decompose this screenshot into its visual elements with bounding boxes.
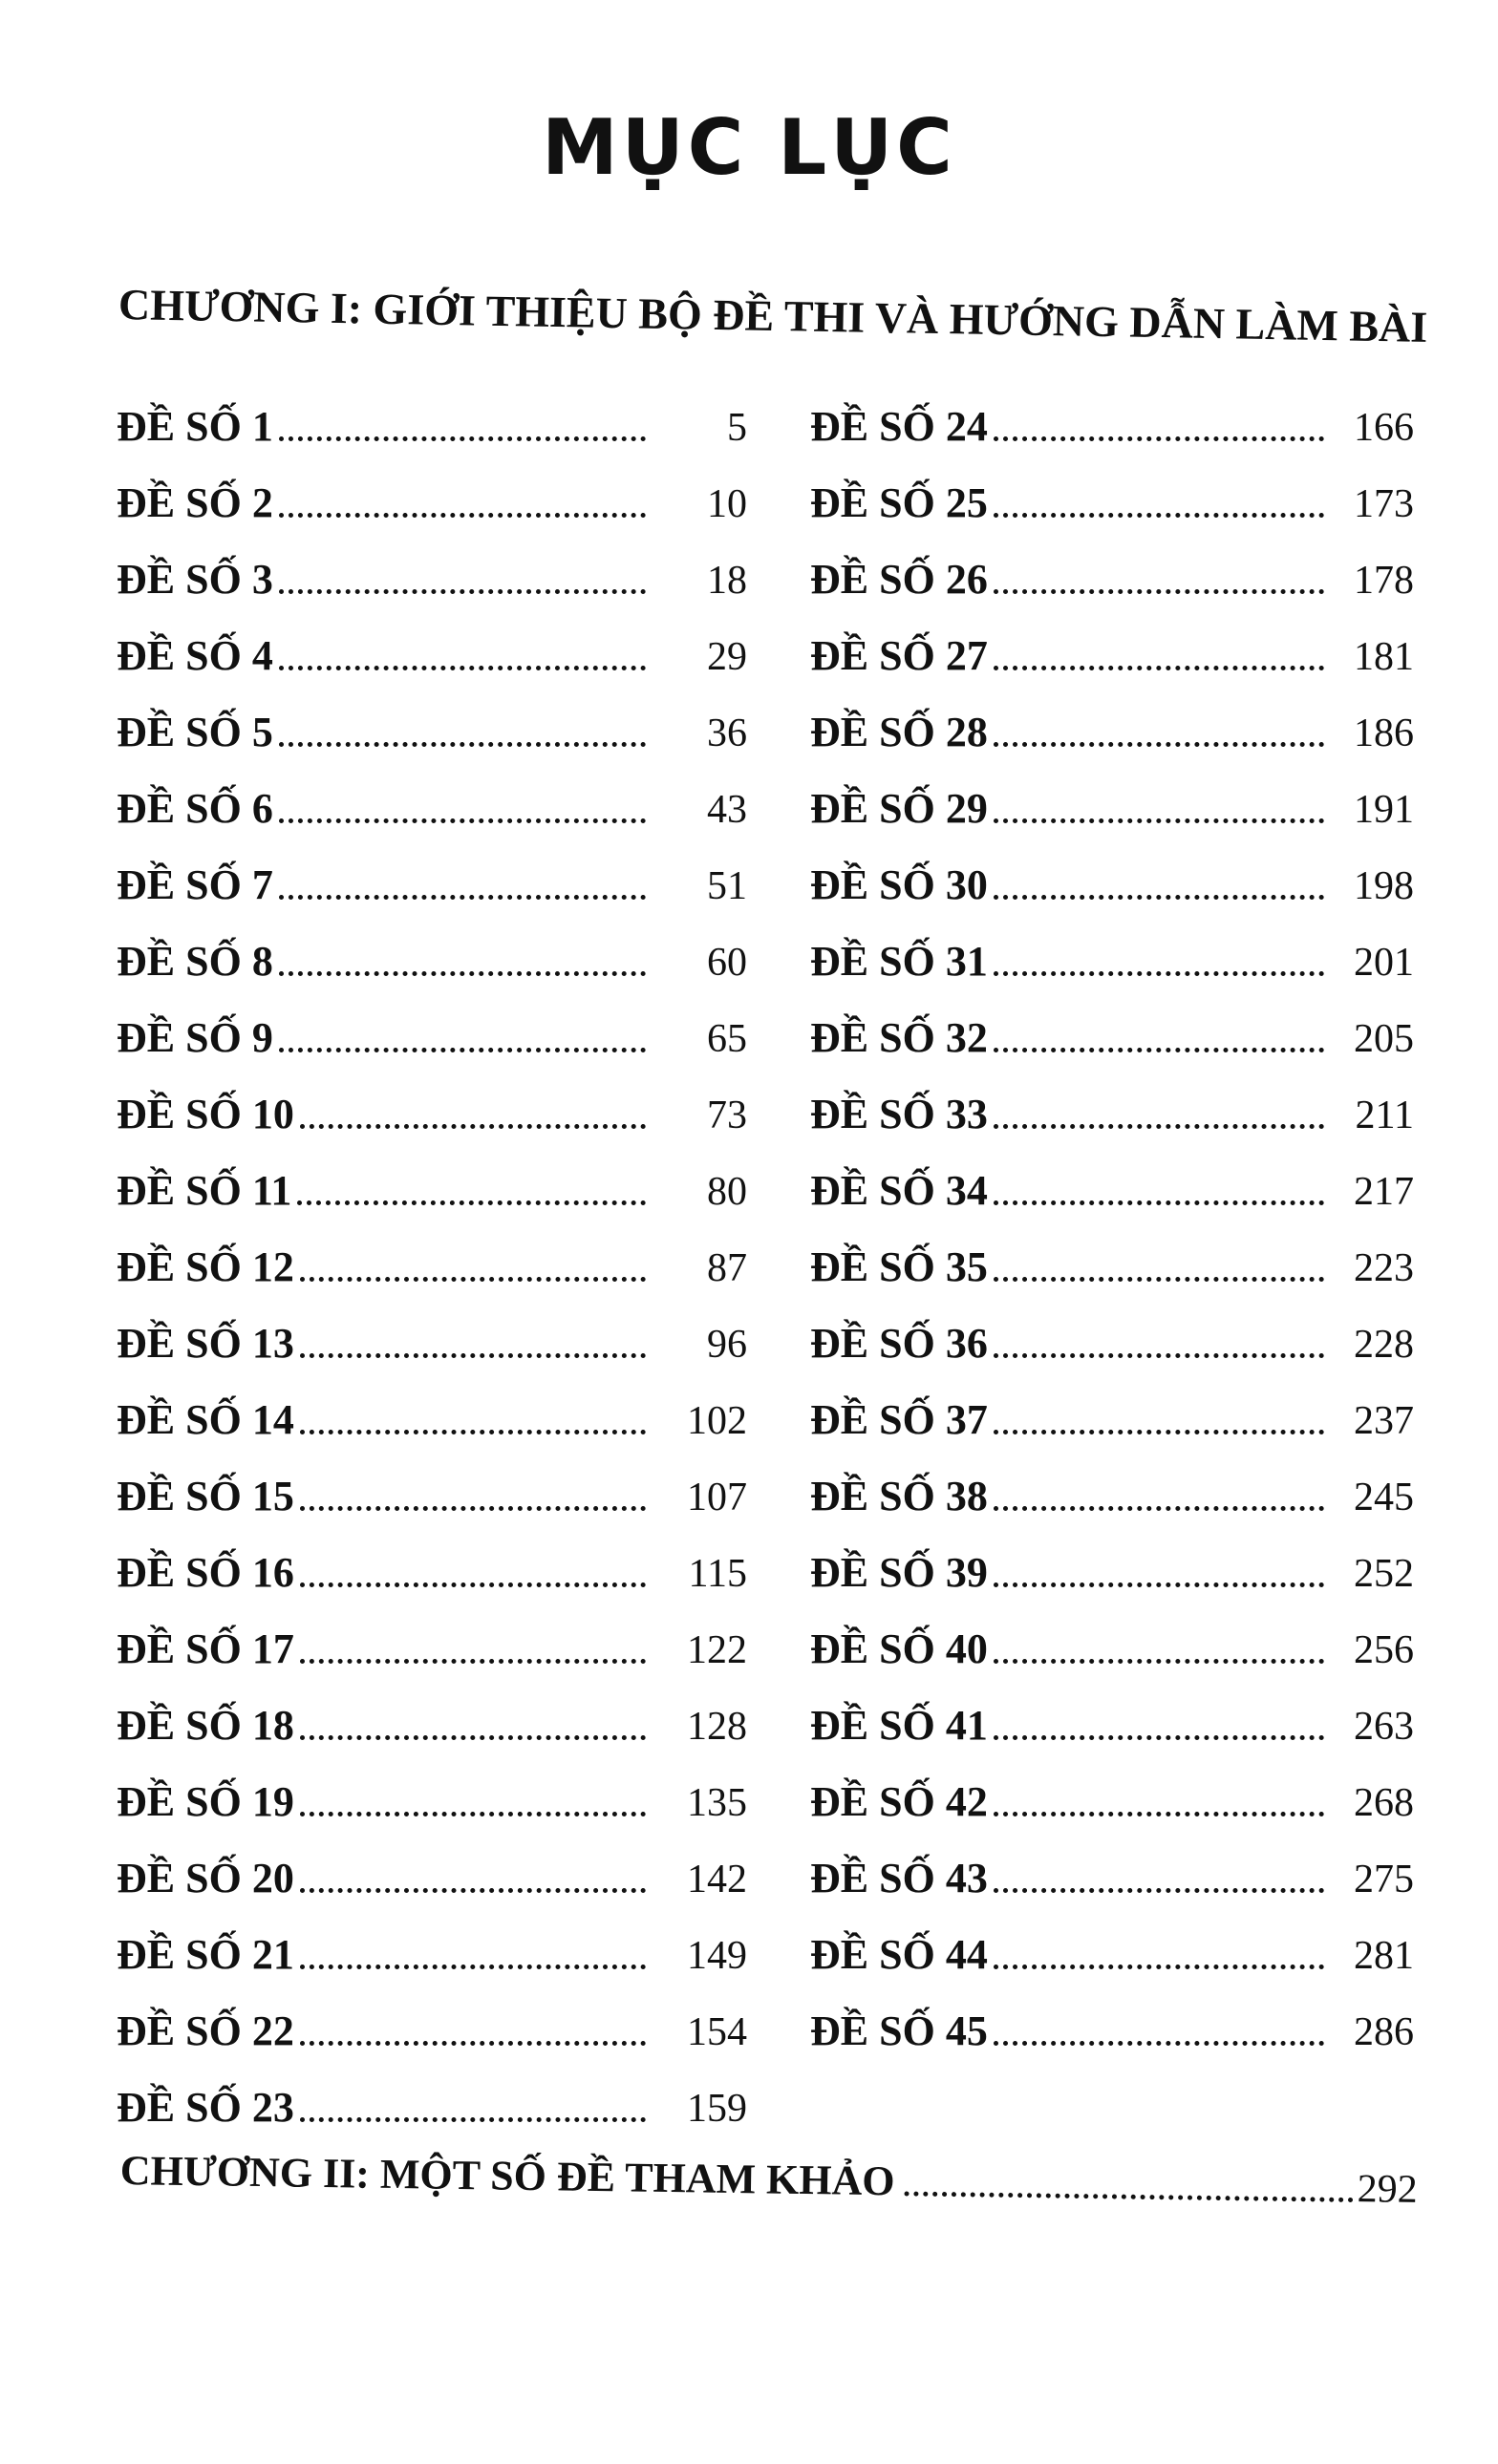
toc-entry-page-number: 211: [1355, 1094, 1414, 1137]
toc-entry-label: ĐỀ SỐ 44: [810, 1931, 988, 1978]
toc-entry-label: ĐỀ SỐ 33: [810, 1091, 988, 1137]
dot-leader: [994, 742, 1324, 747]
toc-entry-label: ĐỀ SỐ 11: [117, 1167, 292, 1214]
toc-entry-label: ĐỀ SỐ 45: [810, 2007, 988, 2054]
toc-left-column: [117, 374, 747, 2132]
toc-entry-label: ĐỀ SỐ 27: [810, 632, 988, 679]
toc-entry-label: ĐỀ SỐ 9: [117, 1014, 273, 1061]
toc-entry-page-number: 205: [1354, 1017, 1414, 1061]
toc-entry-page-number: 60: [707, 941, 747, 985]
toc-entry: [810, 756, 1414, 833]
toc-entry: [117, 1826, 747, 1902]
toc-entry-page-number: 36: [707, 712, 747, 755]
dot-leader: [300, 1888, 646, 1893]
toc-entry-label: ĐỀ SỐ 19: [117, 1778, 294, 1825]
toc-entry-page-number: 154: [687, 2010, 747, 2054]
toc-entry-page-number: 5: [727, 406, 747, 450]
toc-entry-label: ĐỀ SỐ 35: [810, 1243, 988, 1290]
dot-leader: [994, 895, 1324, 900]
toc-entry-page-number: 178: [1354, 559, 1414, 603]
dot-leader: [279, 589, 646, 594]
toc-entry-label: ĐỀ SỐ 10: [117, 1091, 294, 1137]
toc-entry-label: ĐỀ SỐ 28: [810, 709, 988, 755]
page-title: MỤC LỤC: [542, 103, 956, 192]
toc-entry-page-number: 80: [707, 1170, 747, 1214]
toc-entry-label: ĐỀ SỐ 12: [117, 1243, 294, 1290]
toc-entry: [117, 451, 747, 527]
toc-entry: [810, 680, 1414, 756]
toc-entry-page-number: 107: [687, 1476, 747, 1519]
toc-entry: [810, 451, 1414, 527]
toc-entry-label: ĐỀ SỐ 18: [117, 1702, 294, 1749]
toc-entry: [810, 1520, 1414, 1597]
dot-leader: [300, 1353, 646, 1358]
toc-entry-page-number: 18: [707, 559, 747, 603]
toc-entry: [117, 1368, 747, 1444]
toc-entry-label: ĐỀ SỐ 43: [810, 1855, 988, 1901]
toc-entry-label: ĐỀ SỐ 1: [117, 403, 273, 450]
toc-entry-page-number: 186: [1354, 712, 1414, 755]
toc-entry-label: ĐỀ SỐ 26: [810, 556, 988, 603]
toc-entry: [117, 833, 747, 909]
toc-entry: [810, 374, 1414, 451]
toc-entry-label: ĐỀ SỐ 39: [810, 1549, 988, 1596]
dot-leader: [300, 1812, 646, 1816]
dot-leader: [994, 971, 1324, 976]
toc-entry-page-number: 237: [1354, 1399, 1414, 1443]
toc-entry-page-number: 102: [687, 1399, 747, 1443]
dot-leader: [994, 1353, 1324, 1358]
dot-leader: [300, 2041, 646, 2046]
toc-entry-label: ĐỀ SỐ 31: [810, 938, 988, 985]
toc-entry: [810, 1368, 1414, 1444]
toc-entry-page-number: 122: [687, 1628, 747, 1672]
toc-entry: [810, 1826, 1414, 1902]
dot-leader: [279, 971, 646, 976]
toc-entry-page-number: 275: [1354, 1858, 1414, 1901]
toc-entry: [117, 604, 747, 680]
toc-entry-page-number: 73: [707, 1094, 747, 1137]
chapter-2-page-number: 292: [1357, 2167, 1418, 2212]
toc-entry-page-number: 65: [707, 1017, 747, 1061]
dot-leader: [904, 2191, 1353, 2202]
toc-entry-label: ĐỀ SỐ 23: [117, 2084, 294, 2131]
toc-entry-label: ĐỀ SỐ 2: [117, 479, 273, 526]
dot-leader: [994, 2041, 1324, 2046]
toc-entry: [117, 1215, 747, 1291]
dot-leader: [994, 436, 1324, 441]
toc-entry: [117, 986, 747, 1062]
toc-entry-label: ĐỀ SỐ 7: [117, 861, 273, 908]
toc-entry-page-number: 268: [1354, 1781, 1414, 1825]
toc-entry-label: ĐỀ SỐ 30: [810, 861, 988, 908]
dot-leader: [994, 1659, 1324, 1664]
toc-entry-label: ĐỀ SỐ 13: [117, 1320, 294, 1367]
toc-entry: [117, 756, 747, 833]
toc-entry: [117, 1750, 747, 1826]
toc-entry-page-number: 198: [1354, 864, 1414, 908]
toc-entry-label: ĐỀ SỐ 37: [810, 1396, 988, 1443]
toc-entry-label: ĐỀ SỐ 8: [117, 938, 273, 985]
toc-entry: [117, 1979, 747, 2055]
dot-leader: [994, 666, 1324, 670]
dot-leader: [994, 1277, 1324, 1282]
toc-entry-label: ĐỀ SỐ 3: [117, 556, 273, 603]
toc-entry: [117, 1291, 747, 1368]
toc-entry: [117, 1902, 747, 1979]
dot-leader: [300, 1277, 646, 1282]
toc-entry-page-number: 217: [1354, 1170, 1414, 1214]
dot-leader: [994, 1812, 1324, 1816]
toc-entry-label: ĐỀ SỐ 17: [117, 1625, 294, 1672]
toc-entry: [117, 1520, 747, 1597]
toc-entry: [810, 1597, 1414, 1673]
toc-entry: [810, 1750, 1414, 1826]
toc-entry-label: ĐỀ SỐ 14: [117, 1396, 294, 1443]
toc-entry: [810, 1138, 1414, 1215]
dot-leader: [300, 1430, 646, 1434]
dot-leader: [279, 666, 646, 670]
chapter-2-heading: CHƯƠNG II: MỘT SỐ ĐỀ THAM KHẢO: [119, 2147, 895, 2205]
chapter-2-entry: [119, 2118, 1418, 2213]
toc-entry: [810, 604, 1414, 680]
toc-entry-page-number: 201: [1354, 941, 1414, 985]
dot-leader: [994, 1200, 1324, 1205]
toc-entry-label: ĐỀ SỐ 34: [810, 1167, 988, 1214]
toc-entry-page-number: 10: [707, 482, 747, 526]
toc-entry-page-number: 115: [688, 1552, 747, 1596]
dot-leader: [300, 1735, 646, 1740]
toc-entry-page-number: 173: [1354, 482, 1414, 526]
toc-entry-page-number: 159: [687, 2087, 747, 2131]
toc-entry-page-number: 281: [1354, 1934, 1414, 1978]
toc-entry-page-number: 142: [687, 1858, 747, 1901]
toc-entry-label: ĐỀ SỐ 15: [117, 1473, 294, 1519]
toc-entry: [810, 1979, 1414, 2055]
toc-entry-page-number: 96: [707, 1323, 747, 1367]
toc-entry: [117, 1673, 747, 1750]
dot-leader: [300, 1582, 646, 1587]
dot-leader: [994, 589, 1324, 594]
toc-entry: [810, 1291, 1414, 1368]
toc-entry: [810, 527, 1414, 604]
toc-entry-page-number: 29: [707, 635, 747, 679]
toc-entry: [117, 1597, 747, 1673]
toc-entry-page-number: 228: [1354, 1323, 1414, 1367]
dot-leader: [994, 1965, 1324, 1969]
toc-entry-label: ĐỀ SỐ 16: [117, 1549, 294, 1596]
toc-entry: [117, 1062, 747, 1138]
dot-leader: [279, 1048, 646, 1052]
toc-entry-label: ĐỀ SỐ 29: [810, 785, 988, 832]
toc-entry-label: ĐỀ SỐ 20: [117, 1855, 294, 1901]
toc-entry-label: ĐỀ SỐ 36: [810, 1320, 988, 1367]
dot-leader: [279, 742, 646, 747]
dot-leader: [994, 1582, 1324, 1587]
toc-entry-page-number: 87: [707, 1246, 747, 1290]
toc-entry: [117, 680, 747, 756]
toc-entry-label: ĐỀ SỐ 25: [810, 479, 988, 526]
toc-entry-page-number: 263: [1354, 1705, 1414, 1749]
toc-entry: [810, 833, 1414, 909]
toc-entry-label: ĐỀ SỐ 40: [810, 1625, 988, 1672]
toc-entry-label: ĐỀ SỐ 22: [117, 2007, 294, 2054]
toc-entry-page-number: 149: [687, 1934, 747, 1978]
dot-leader: [994, 1124, 1324, 1129]
dot-leader: [994, 1048, 1324, 1052]
toc-entry-label: ĐỀ SỐ 4: [117, 632, 273, 679]
dot-leader: [300, 1659, 646, 1664]
toc-entry-page-number: 128: [687, 1705, 747, 1749]
dot-leader: [994, 1888, 1324, 1893]
dot-leader: [300, 1965, 646, 1969]
dot-leader: [994, 818, 1324, 823]
toc-entry: [810, 1444, 1414, 1520]
toc-entry: [117, 527, 747, 604]
dot-leader: [279, 513, 646, 518]
toc-entry-page-number: 245: [1354, 1476, 1414, 1519]
toc-entry-page-number: 256: [1354, 1628, 1414, 1672]
toc-entry-label: ĐỀ SỐ 24: [810, 403, 988, 450]
toc-entry-page-number: 43: [707, 788, 747, 832]
dot-leader: [994, 1506, 1324, 1511]
toc-right-column: [810, 374, 1414, 2055]
dot-leader: [994, 1735, 1324, 1740]
dot-leader: [300, 1124, 646, 1129]
toc-entry: [117, 1138, 747, 1215]
toc-entry: [810, 1215, 1414, 1291]
toc-entry-page-number: 223: [1354, 1246, 1414, 1290]
toc-entry: [810, 986, 1414, 1062]
toc-entry-page-number: 166: [1354, 406, 1414, 450]
toc-entry-label: ĐỀ SỐ 32: [810, 1014, 988, 1061]
toc-entry: [117, 909, 747, 986]
toc-entry-label: ĐỀ SỐ 6: [117, 785, 273, 832]
toc-entry-label: ĐỀ SỐ 38: [810, 1473, 988, 1519]
toc-entry: [810, 1062, 1414, 1138]
dot-leader: [279, 818, 646, 823]
dot-leader: [300, 1506, 646, 1511]
toc-entry-label: ĐỀ SỐ 21: [117, 1931, 294, 1978]
toc-entry-label: ĐỀ SỐ 41: [810, 1702, 988, 1749]
dot-leader: [279, 436, 646, 441]
dot-leader: [994, 513, 1324, 518]
toc-entry: [117, 374, 747, 451]
dot-leader: [279, 895, 646, 900]
toc-entry-page-number: 191: [1354, 788, 1414, 832]
toc-entry: [810, 1902, 1414, 1979]
toc-entry-page-number: 252: [1354, 1552, 1414, 1596]
chapter-1-heading: CHƯƠNG I: GIỚI THIỆU BỘ ĐỀ THI VÀ HƯỚNG DẪN LÀM BÀI: [118, 280, 1428, 351]
toc-entry: [117, 1444, 747, 1520]
toc-entry-page-number: 286: [1354, 2010, 1414, 2054]
toc-entry-label: ĐỀ SỐ 5: [117, 709, 273, 755]
toc-entry-label: ĐỀ SỐ 42: [810, 1778, 988, 1825]
toc-entry-page-number: 135: [687, 1781, 747, 1825]
toc-entry: [810, 909, 1414, 986]
dot-leader: [994, 1430, 1324, 1434]
dot-leader: [297, 1200, 646, 1205]
toc-entry: [810, 1673, 1414, 1750]
toc-entry-page-number: 51: [707, 864, 747, 908]
toc-entry-page-number: 181: [1354, 635, 1414, 679]
